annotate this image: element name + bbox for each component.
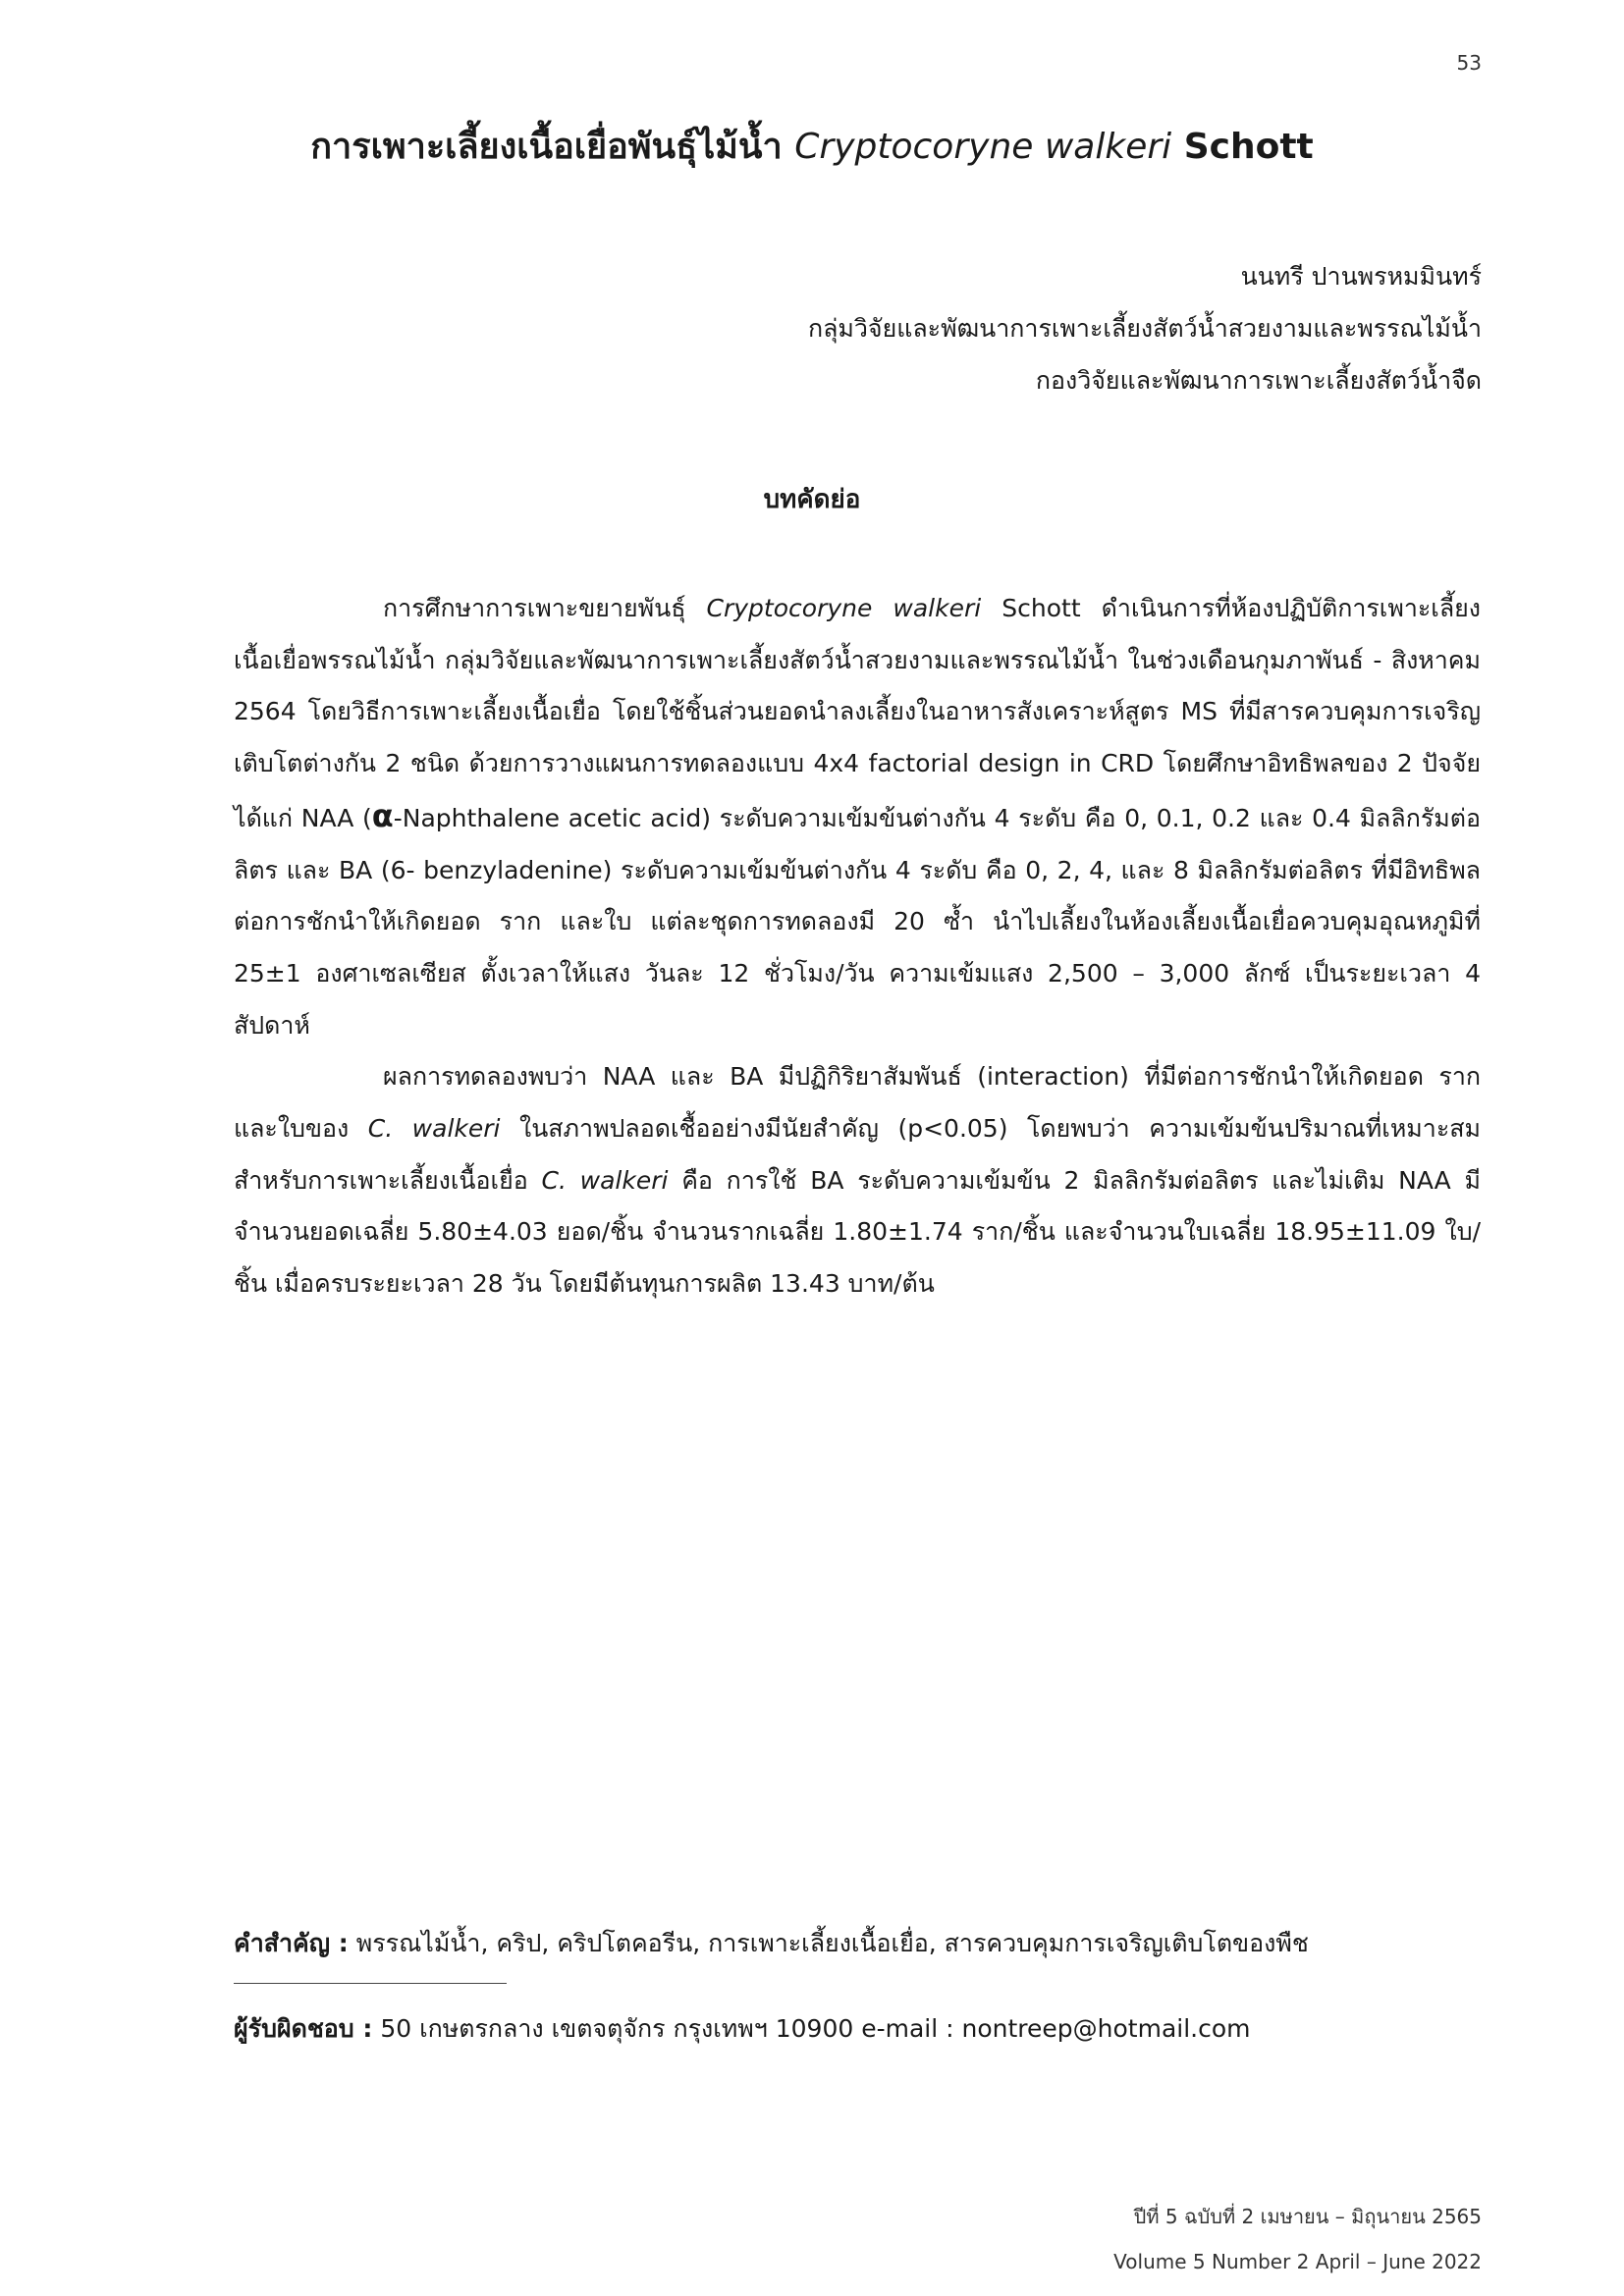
author-block xyxy=(808,250,1482,406)
paper-title xyxy=(0,118,1624,174)
title-author-name: Schott xyxy=(1183,127,1314,167)
title-thai: การเพาะเลี้ยงเนื้อเยื่อพันธุ์ไม้น้ำ xyxy=(310,127,783,167)
keywords-text: พรรณไม้น้ำ, คริป, คริปโตคอรีน, การเพาะเลี้ยงเนื้อเยื่อ, สารควบคุมการเจริญเติบโตของพืช xyxy=(348,1929,1309,1957)
species-name: C. walkeri xyxy=(541,1165,669,1195)
alpha-symbol: α xyxy=(371,796,394,834)
abstract-paragraph-2 xyxy=(234,1051,1481,1310)
abstract-text: การศึกษาการเพาะขยายพันธุ์ xyxy=(383,594,707,622)
page-number: 53 xyxy=(1456,51,1482,75)
species-name: Cryptocoryne walkeri xyxy=(706,594,982,622)
footnote-divider xyxy=(234,1983,507,1984)
author-affiliation-group: กลุ่มวิจัยและพัฒนาการเพาะเลี้ยงสัตว์น้ำสวยงามและพรรณไม้น้ำ xyxy=(807,314,1482,343)
title-species: Cryptocoryne walkeri xyxy=(794,127,1172,167)
species-name: C. walkeri xyxy=(367,1114,501,1144)
keywords-label: คำสำคัญ : xyxy=(234,1929,349,1957)
abstract-heading: บทคัดย่อ xyxy=(763,485,861,514)
keywords xyxy=(234,1924,1481,1963)
abstract-body xyxy=(234,583,1481,1310)
footer-english: Volume 5 Number 2 April – June 2022 xyxy=(1113,2250,1482,2273)
abstract-text: ในสภาพปลอดเชื้ออย่างมีนัยสำคัญ (p<0.05) โดยพบว่า ความเข้มข้นปริมาณที่เหมาะสมสำหรับการเพาะเลี้ยงเนื้อเยื่อ xyxy=(234,1114,1481,1195)
author-affiliation-division: กองวิจัยและพัฒนาการเพาะเลี้ยงสัตว์น้ำจืด xyxy=(1035,366,1482,395)
abstract-text: คือ การใช้ BA ระดับความเข้มข้น 2 มิลลิกรัมต่อลิตร และไม่เติม NAA มีจำนวนยอดเฉลี่ย 5.80±4.03 ยอด/ชิ้น จำนวนรากเฉลี่ย 1.80±1.74 ราก/ชิ้น และจำนวนใบเฉลี่ย 18.95±11.09 ใบ/ชิ้น เมื่อครบระยะเวลา 28 วัน โดยมีต้นทุนการผลิต 13.43 บาท/ต้น xyxy=(234,1165,1481,1299)
correspondence-label: ผู้รับผิดชอบ : xyxy=(234,2014,373,2043)
correspondence-text: 50 เกษตรกลาง เขตจตุจักร กรุงเทพฯ 10900 e-mail : nontreep@hotmail.com xyxy=(372,2014,1251,2043)
correspondence xyxy=(234,2009,1251,2049)
abstract-text: -Naphthalene acetic acid) ระดับความเข้มข้นต่างกัน 4 ระดับ คือ 0, 0.1, 0.2 และ 0.4 มิลลิกรัมต่อลิตร และ BA (6- benzyladenine) ระดับความเข้มข้นต่างกัน 4 ระดับ คือ 0, 2, 4, และ 8 มิลลิกรัมต่อลิตร ที่มีอิทธิพลต่อการชักนำให้เกิดยอด ราก และใบ แต่ละชุดการทดลองมี 20 ซ้ำ นำไปเลี้ยงในห้องเลี้ยงเนื้อเยื่อควบคุมอุณหภูมิที่ 25±1 องศาเซลเซียส ตั้งเวลาให้แสง วันละ 12 ชั่วโมง/วัน ความเข้มแสง 2,500 – 3,000 ลักซ์ เป็นระยะเวลา 4 สัปดาห์ xyxy=(234,803,1481,1040)
abstract-text: Schott ดำเนินการที่ห้องปฏิบัติการเพาะเลี้ยงเนื้อเยื่อพรรณไม้น้ำ กลุ่มวิจัยและพัฒนาการเพาะเลี้ยงสัตว์น้ำสวยงามและพรรณไม้น้ำ ในช่วงเดือนกุมภาพันธ์ - สิงหาคม 2564 โดยวิธีการเพาะเลี้ยงเนื้อเยื่อ โดยใช้ชิ้นส่วนยอดนำลงเลี้ยงในอาหารสังเคราะห์สูตร MS ที่มีสารควบคุมการเจริญเติบโตต่างกัน 2 ชนิด ด้วยการวางแผนการทดลองแบบ 4x4 factorial design in CRD โดยศึกษาอิทธิพลของ 2 ปัจจัย ได้แก่ NAA ( xyxy=(234,594,1482,832)
footer-thai: ปีที่ 5 ฉบับที่ 2 เมษายน – มิถุนายน 2565 xyxy=(1133,2205,1482,2228)
abstract-text: ผลการทดลองพบว่า NAA และ BA มีปฏิกิริยาสัมพันธ์ (interaction) ที่มีต่อการชักนำให้เกิดยอด ราก และใบของ xyxy=(234,1062,1481,1144)
author-name: นนทรี ปานพรหมมินทร์ xyxy=(1240,262,1482,291)
journal-footer xyxy=(1113,2194,1482,2284)
abstract-paragraph-1 xyxy=(234,583,1481,1051)
